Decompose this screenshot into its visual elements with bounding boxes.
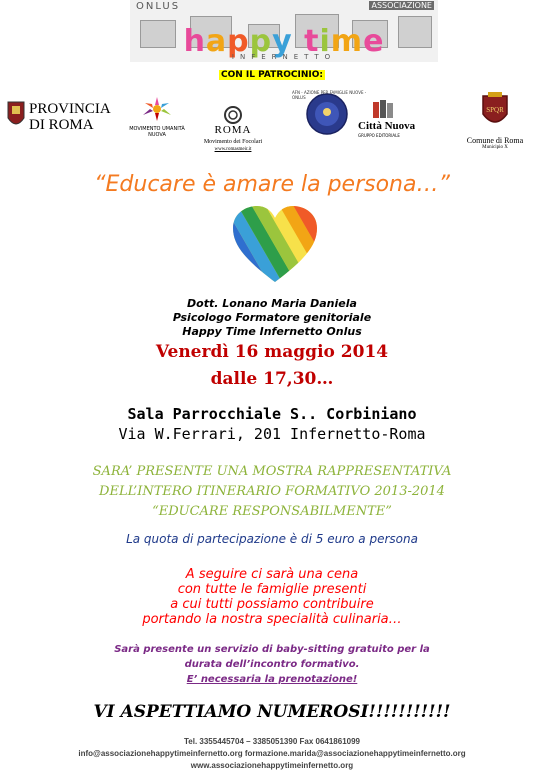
dinner-line2: con tutte le famiglie presenti xyxy=(177,582,367,597)
patrocinio-text: CON IL PATROCINIO: xyxy=(221,70,323,80)
speaker-name: Dott. Lonano Maria Daniela xyxy=(187,297,357,310)
exhibit-line2: DELL’INTERO ITINERARIO FORMATIVO 2013-2014 xyxy=(99,484,445,499)
onlus-label: ONLUS xyxy=(136,1,181,12)
heart-icon xyxy=(233,206,317,284)
focolari-line1: Movimento dei Focolari xyxy=(203,139,263,145)
event-time: dalle 17,30… xyxy=(210,369,334,389)
afn-label: AFN - AZIONE PER FAMIGLIE NUOVE - ONLUS xyxy=(292,90,367,100)
venue-address: Via W.Ferrari, 201 Infernetto-Roma xyxy=(118,425,426,443)
focolari-icon xyxy=(224,106,242,124)
books-icon xyxy=(372,100,396,118)
dinner-line3: a cui tutti possiamo contribuire xyxy=(170,597,374,612)
roma-logo-text: ROMA xyxy=(214,124,252,136)
comune-di-roma-logo xyxy=(455,92,535,157)
movimento-label: MOVIMENTO UMANITÀ NUOVA xyxy=(129,126,185,138)
dinner-line1: A seguire ci sarà una cena xyxy=(185,567,359,582)
footer-phone: Tel. 3355445704 – 3385051390 Fax 0641861099 xyxy=(183,737,360,746)
movimento-umanita-nuova-logo xyxy=(122,95,192,140)
citta-nuova-logo xyxy=(358,100,428,142)
babysitting-line3: E’ necessaria la prenotazione! xyxy=(186,674,358,685)
citta-nuova-sub: GRUPPO EDITORIALE xyxy=(358,133,400,138)
focolari-line2: www.romasmeir.it xyxy=(214,147,252,152)
footer-emails: info@associazionehappytimeinfernetto.org formazione.marida@associazionehappytimeinfernetto.org xyxy=(78,749,466,758)
patrocinio-heading xyxy=(0,70,544,80)
exhibit-line1: SARA’ PRESENTE UNA MOSTRA RAPPRESENTATIVA xyxy=(92,464,452,479)
movimento-icon xyxy=(137,95,177,123)
closing-message: VI ASPETTIAMO NUMEROSI!!!!!!!!!!! xyxy=(93,702,451,722)
afn-logo xyxy=(292,90,367,142)
footer-website: www.associazionehappytimeinfernetto.org xyxy=(190,761,354,770)
babysitting-line1: Sarà presente un servizio di baby-sitting gratuito per la xyxy=(114,644,430,655)
participation-fee: La quota di partecipazione è di 5 euro a persona xyxy=(126,532,418,546)
associazione-label: ASSOCIAZIONE xyxy=(371,1,432,10)
rainbow-heart-image xyxy=(233,206,317,288)
infernetto-label: INFERNETTO xyxy=(231,53,337,61)
provincia-line2: DI ROMA xyxy=(29,117,94,133)
babysitting-line2: durata dell’incontro formativo. xyxy=(184,659,360,670)
provincia-di-roma-logo xyxy=(5,97,111,137)
speaker-role: Psicologo Formatore genitoriale xyxy=(172,311,372,324)
provincia-line1: PROVINCIA xyxy=(29,101,111,117)
roma-focolari-logo xyxy=(193,100,273,160)
comune-line1: Comune di Roma xyxy=(466,136,524,145)
event-title: “Educare è amare la persona…” xyxy=(94,172,450,197)
citta-nuova-name: Città Nuova xyxy=(358,120,416,132)
shield-icon xyxy=(479,92,511,132)
dinner-line4: portando la nostra specialità culinaria… xyxy=(142,612,402,627)
comune-line2: Municipio X xyxy=(482,145,508,150)
svg-text:SPQR: SPQR xyxy=(486,106,504,114)
speaker-org: Happy Time Infernetto Onlus xyxy=(182,325,362,338)
happy-time-logo xyxy=(130,0,438,62)
event-date: Venerdì 16 maggio 2014 xyxy=(155,342,389,362)
exhibit-line3: “EDUCARE RESPONSABILMENTE” xyxy=(152,504,392,519)
venue-name: Sala Parrocchiale S.. Corbiniano xyxy=(127,405,417,423)
coat-of-arms-icon xyxy=(7,100,25,130)
happy-time-wordmark: happy time xyxy=(183,24,385,59)
